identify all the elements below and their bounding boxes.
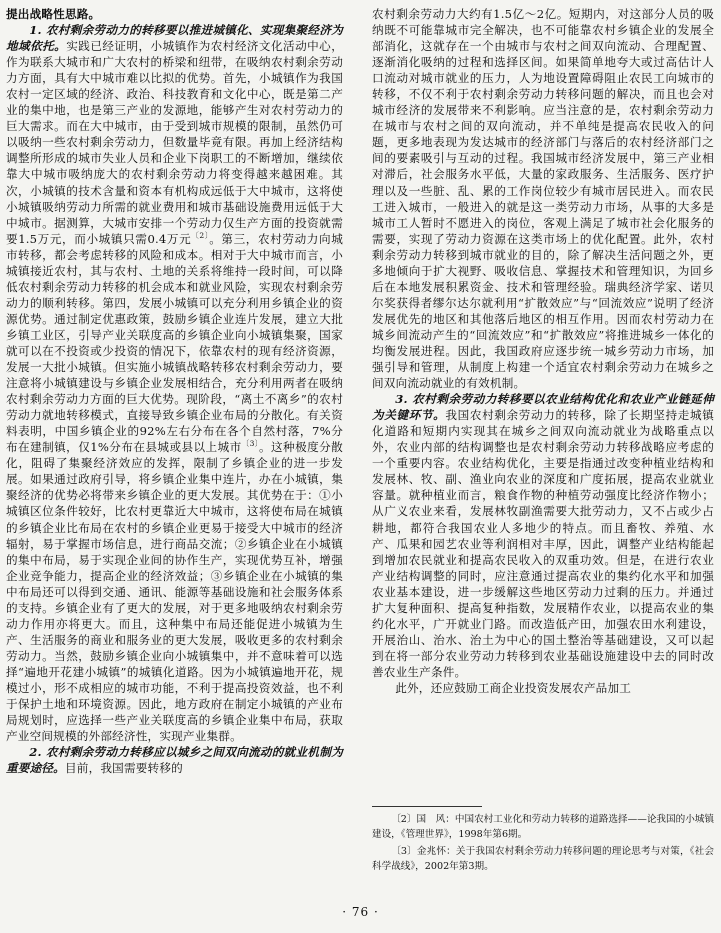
paragraph-2-title: 2. 农村剩余劳动力转移应以城乡之间双向流动的就业机制为重要途径。 [6,745,343,776]
page-number: · 76 · [342,905,379,919]
footnote-2: 〔2〕国 风：中国农村工业化和劳动力转移的道路选择——论我国的小城镇建设，《管理世界》，1998年第6期。 [372,814,714,840]
left-column [6,6,343,776]
paragraph-1-body-b: 。第三，农村劳动力向城市转移，都会考虑转移的风险和成本。相对于大中城市而言，小城镇接近农村，其与农村、土地的关系将维持一段时间，可以降低农村剩余劳动力转移的机会成本和就业风险，实现农村剩余劳动力的顺利转移。第四，发展小城镇可以充分利用乡镇企业的资源优势。通过制定优惠政策，鼓励乡镇企业连片发展，建立大批乡镇工业区，引导产业关联度高的乡镇企业向小城镇集聚，国家就可以在不投资或少投资的情况下，依靠农村的现有经济资源，发展一大批小城镇。但实施小城镇战略转移农村剩余劳动力，要注意将小城镇建设与乡镇企业发展相结合，充分利用两者在吸纳农村剩余劳动力方面的巨大优势。现阶段，“离土不离乡”的农村劳动力就地转移模式，直接导致乡镇企业布局的分散化。有关资料表明，中国乡镇企业的92%左右分布在各个自然村落，7%分布在建制镇，仅1%分布在县城或县以上城市 [6,231,344,455]
paragraph-2-body-a: 目前，我国需要转移的 [64,761,183,776]
paragraph-2 [6,744,343,776]
paragraph-1-body-a: 实践已经证明，小城镇作为农村经济文化活动中心，作为联系大城市和广大农村的桥梁和纽带，在吸纳农村剩余劳动力方面，具有大中城市难以比拟的优势。首先，小城镇作为我国农村一定区域的经济、政治、科技教育和文化中心，既是第二产业的集中地，也是第三产业的发源地，能够产生对农村劳动力的巨大需求。而在大中城市，由于受到城市规模的限制，虽然仍可以吸纳一些农村剩余劳动力，但数量毕竟有限。再加上经济结构调整所形成的城市失业人员和企业下岗职工的不断增加，继续依靠大中城市吸纳庞大的农村剩余劳动力将变得越来越困难。其次，小城镇的技术含量和资本有机构成远低于大中城市，这将使小城镇吸纳劳动力所需的就业费用和城市基础设施费用远低于大中城市。据测算，大城市安排一个劳动力仅生产方面的投资就需要1.5万元，而小城镇只需0.4万元 [6,39,343,246]
footnote-divider [372,806,482,807]
footnote-3: 〔3〕金兆怀：关于我国农村剩余劳动力转移问题的理论思考与对策，《社会科学战线》，2002年第3期。 [372,846,714,872]
paragraph-3-body: 我国农村剩余劳动力的转移，除了长期坚持走城镇化道路和短期内实现其在城乡之间双向流动就业为战略重点以外，农业内部的结构调整也是农村剩余劳动力转移战略应考虑的一个重要内容。农业结构优化，主要是指通过改变种植业结构和发展林、牧、副、渔业向农业的深度和广度拓展，提高农业就业容量。就种植业而言，粮食作物的种植劳动强度比经济作物小；从广义农业来看，发展林牧副渔需要大批劳动力，又不占或少占耕地，都符合我国农业人多地少的特点。而且畜牧、养殖、水产、瓜果和园艺农业等利润相对丰厚，因此，调整产业结构能起到增加农民就业和提高农民收入的双重功效。但是，在进行农业产业结构调整的同时，应注意通过提高农业的集约化水平和加强农业基本建设，进一步缓解这些地区劳动力过剩的压力。并通过扩大复种面积、提高复种指数，发展精作农业，以提高农业的集约化水平，广开就业门路。而改造低产田，加强农田水利建设，开展治山、治水、治土为中心的国土整治等基础建设，又可以起到在将一部分农业劳动力转移到农业基础设施建设中去的同时改善农业生产条件。 [372,408,715,679]
paragraph-3-title: 3. 农村剩余劳动力转移要以农业结构优化和农业产业链延伸为关键环节。 [372,392,714,423]
right-column [372,6,714,696]
paragraph-1-body-c: 。这种极度分散化，阻碍了集聚经济效应的发挥，限制了乡镇企业的进一步发展。如果通过政府引导，将乡镇企业集中连片，办在小城镇，集聚经济的优势必将带来乡镇企业的更大发展。其优势在于：①小城镇区位条件较好，比农村更靠近大中城市，这将使布局在城镇的乡镇企业比布局在农村的乡镇企业更易于接受大中城市的经济辐射，易于掌握市场信息，进行商品交流；②乡镇企业在小城镇的集中布局，易于实现企业间的协作生产，实现优势互补，增强企业竞争能力，提高企业的经济效益；③乡镇企业在小城镇的集中布局还可以得到交通、通讯、能源等基础设施和社会服务体系的支持。乡镇企业有了更大的发展，对于更多地吸纳农村剩余劳动力作用亦将更大。而且，这种集中布局还能促进小城镇为生产、生活服务的商业和服务业的更大发展，吸收更多的农村剩余劳动力。当然，鼓励乡镇企业向小城镇集中，并不意味着可以选择“遍地开花建小城镇”的城镇化道路。因为小城镇遍地开花，规模过小，形不成相应的城市功能，不利于提高投资效益，也不利于保护土地和环境资源。因此，地方政府在制定小城镇的产业布局规划时，应选择一些产业关联度高的乡镇企业集中布局，获取产业空间规模的外部经济性，实现产业集群。 [6,440,343,744]
paragraph-1 [6,22,343,744]
citation-ref-2: 〔2〕 [191,230,210,240]
paragraph-4: 此外，还应鼓励工商企业投资发展农产品加工 [395,680,632,695]
paragraph-2-continued: 农村剩余劳动力大约有1.5亿～2亿。短期内，对这部分人员的吸纳既不可能靠城市完全解决，也不可能靠农村乡镇企业的发展全部消化，这就存在一个由城市与农村之间双向流动、合理配置、逐渐消化吸纳的过程和选择区间。如果简单地夸大或过高估计人口流动对城市就业的压力，人为地设置障碍阻止农民工向城市的转移，不仅不利于农村剩余劳动力转移问题的解决，而且也会对城市经济的发展带来不利影响。应当注意的是，农村剩余劳动力在城市与农村之间的双向流动，并不单纯是提高农民收入的问题，更多地表现为发达城市的经济部门与落后的农村经济部门之间的要素吸引与互动的过程。我国城市经济发展中，第三产业相对滞后，社会服务水平低，大量的家政服务、生活服务、医疗护理以及一些脏、乱、累的工作岗位较少有城市居民进入。而农民工进入城市，一般进入的就是这一类劳动力市场，从事的大多是城市工人暂时不愿进入的岗位，客观上满足了城市社会化服务的需要，实现了劳动力资源在这类市场上的优化配置。此外，农村剩余劳动力转移到城市就业的目的，除了解决生活问题之外，更多地倾向于扩大视野、吸收信息、掌握技术和管理知识，为回乡后在本地发展积累资金、技术和管理经验。瑞典经济学家、诺贝尔奖获得者缪尔达尔就利用“扩散效应”与“回流效应”说明了经济发展优先的地区和其他落后地区的相互作用。因而农村劳动力在城乡间流动产生的“回流效应”和“扩散效应”将推进城乡一体化的均衡发展进程。因此，我国政府应逐步统一城乡劳动力市场，加强引导和管理，从制度上构建一个适宜农村剩余劳动力在城乡之间双向流动就业的有效机制。 [372,7,714,391]
citation-ref-3: 〔3〕 [241,439,259,449]
paragraph-1-title: 1. 农村剩余劳动力的转移要以推进城镇化、实现集聚经济为地域依托。 [6,23,343,54]
footnotes [372,812,714,876]
paragraph-3 [372,391,714,680]
section-lead-line: 提出战略性思路。 [6,7,101,21]
